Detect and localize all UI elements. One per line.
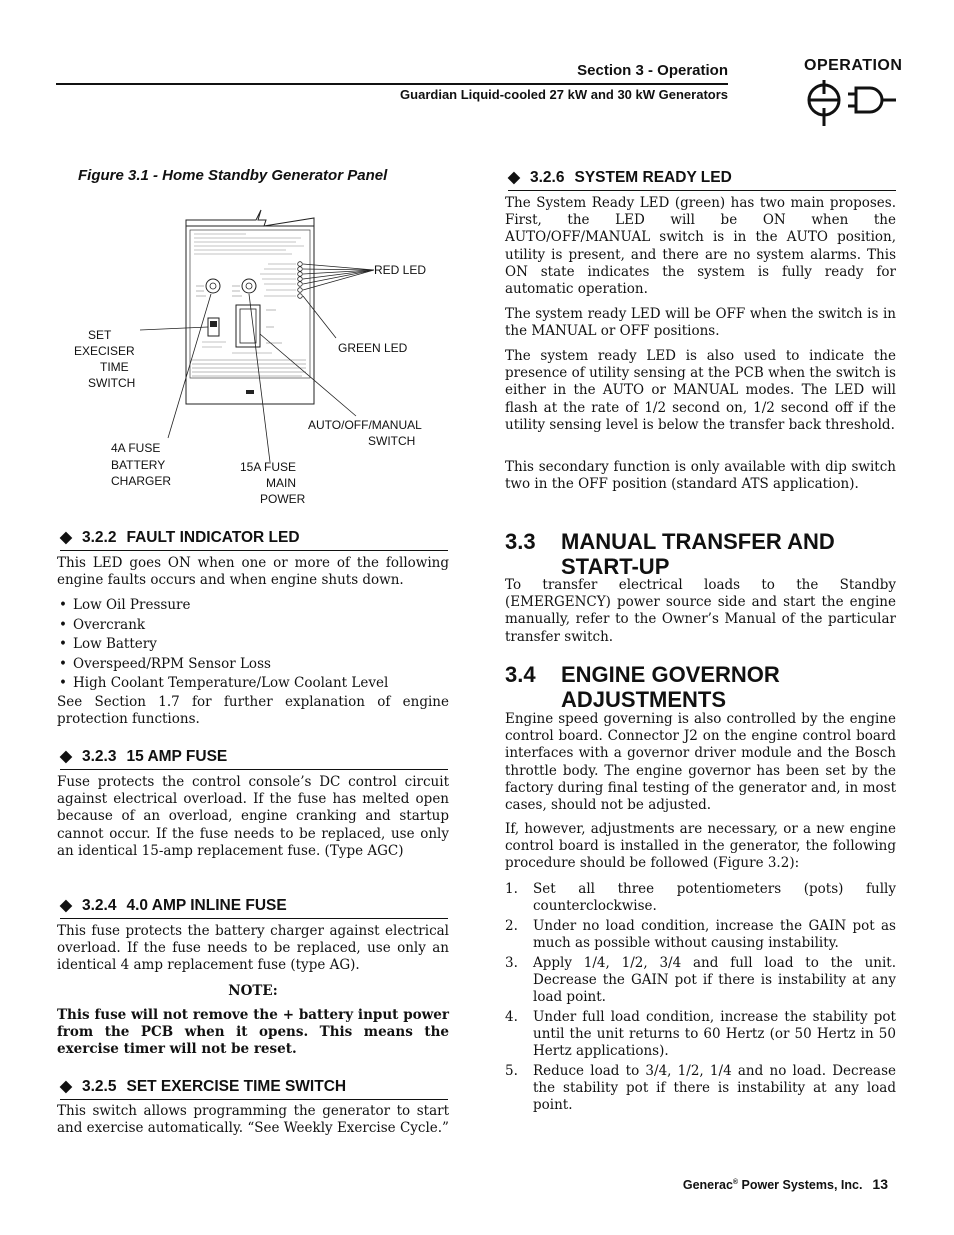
list-item: 2. Under no load condition, increase the GAIN pot as much as possible without causing instability. xyxy=(505,917,896,952)
exercise-switch-body: This switch allows programming the generator to start and exercise automatically. “See Weekly Exercise Cycle.” xyxy=(57,1103,449,1137)
governor-p1: Engine speed governing is also controlled by the engine control board. Connector J2 on the engine control board interfaces with a governor driver module and the Bosch throttle body. The engine governor has been set by the factory during final testing of the generator and, in most cases, should not be adjusted. xyxy=(505,711,896,814)
diamond-icon: ◆ xyxy=(60,529,72,546)
fuse-15a-body: Fuse protects the control console’s DC control circuit against electrical overload. If the fuse has melted open because of an overload, engine cranking and startup cannot occur. If the fuse needs to be replaced, use only an identical 15-amp replacement fuse. (Type AGC) xyxy=(57,774,449,859)
callout-15a-fuse: 15A FUSE MAIN POWER xyxy=(240,460,306,506)
system-ready-p4: This secondary function is only available with dip switch two in the OFF position (standard ATS application). xyxy=(505,459,896,493)
list-item: 1. Set all three potentiometers (pots) fully counterclockwise. xyxy=(505,881,896,915)
fault-led-intro: This LED goes ON when one or more of the following engine faults occurs and when engine shuts down. xyxy=(57,555,449,589)
governor-p2: If, however, adjustments are necessary, or a new engine control board is installed in the generator, the following procedure should be followed (Figure 3.2): xyxy=(505,821,896,872)
heading-3-4: 3.4 ENGINE GOVERNOR ADJUSTMENTS xyxy=(505,662,780,712)
callout-green-led: GREEN LED xyxy=(338,341,408,355)
operation-tab-label: OPERATION xyxy=(804,57,903,74)
page-footer: Generac® Power Systems, Inc. 13 xyxy=(682,1176,888,1192)
diamond-icon: ◆ xyxy=(60,1078,72,1095)
heading-3-2-2: ◆ 3.2.2 FAULT INDICATOR LED xyxy=(60,528,448,551)
page-number: 13 xyxy=(872,1176,888,1192)
list-item: • High Coolant Temperature/Low Coolant Level xyxy=(57,674,449,694)
callout-red-led: RED LED xyxy=(374,263,427,277)
list-item: • Low Oil Pressure xyxy=(57,596,449,616)
callout-auto-off-manual: AUTO/OFF/MANUAL SWITCH xyxy=(308,418,422,448)
note-label: NOTE: xyxy=(228,983,278,999)
header-rule xyxy=(56,83,728,85)
heading-3-2-4: ◆ 3.2.4 4.0 AMP INLINE FUSE xyxy=(60,896,448,919)
list-item: • Low Battery xyxy=(57,635,449,655)
fault-list xyxy=(57,596,449,694)
heading-3-2-5: ◆ 3.2.5 SET EXERCISE TIME SWITCH xyxy=(60,1077,448,1100)
note-body: This fuse will not remove the + battery input power from the PCB when it opens. This means the exercise timer will not be reset. xyxy=(57,1007,449,1058)
system-ready-p1: The System Ready LED (green) has two main proposes. First, the LED will be ON when the AUTO/OFF/MANUAL switch is in the AUTO position, utility is present, and there are no system alarms. This ON state indicates the system is fully ready for automatic operation. xyxy=(505,195,896,298)
list-item: 4. Under full load condition, increase the stability pot until the unit returns to 60 Hertz (or 50 Hertz in 50 Hertz applications). xyxy=(505,1008,896,1060)
callout-4a-fuse: 4A FUSE BATTERY CHARGER xyxy=(111,441,172,488)
list-item: • Overcrank xyxy=(57,616,449,636)
manual-transfer-body: To transfer electrical loads to the Standby (EMERGENCY) power source side and start the engine manually, refer to the Owner’s Manual of the particular transfer switch. xyxy=(505,577,896,645)
heading-3-3: 3.3 MANUAL TRANSFER AND START-UP xyxy=(505,529,835,579)
list-item: • Overspeed/RPM Sensor Loss xyxy=(57,655,449,675)
document-subtitle: Guardian Liquid-cooled 27 kW and 30 kW Generators xyxy=(400,87,728,102)
diamond-icon: ◆ xyxy=(60,897,72,914)
callout-set-exerciser: SET EXECISER TIME SWITCH xyxy=(74,328,136,390)
figure-caption: Figure 3.1 - Home Standby Generator Panel xyxy=(78,167,388,184)
plug-icon xyxy=(800,78,900,132)
list-item: 3. Apply 1/4, 1/2, 3/4 and full load to the unit. Decrease the GAIN pot if there is instability at any load point. xyxy=(505,954,896,1006)
heading-3-2-3: ◆ 3.2.3 15 AMP FUSE xyxy=(60,747,448,770)
diamond-icon: ◆ xyxy=(508,169,520,186)
section-heading: Section 3 - Operation xyxy=(577,62,728,79)
fault-led-outro: See Section 1.7 for further explanation of engine protection functions. xyxy=(57,694,449,728)
system-ready-p3: The system ready LED is also used to indicate the presence of utility sensing at the PCB when the switch is either in the AUTO or MANUAL modes. The LED will flash at the rate of 1/2 second on, 1/2 second off if the utility sensing level is below the transfer back threshold. xyxy=(505,348,896,433)
fuse-4a-body: This fuse protects the battery charger against electrical overload. If the fuse needs to be replaced, use only an identical 4 amp replacement fuse (type AG). xyxy=(57,923,449,974)
heading-3-2-6: ◆ 3.2.6 SYSTEM READY LED xyxy=(508,168,896,191)
governor-steps xyxy=(505,881,896,1117)
list-item: 5. Reduce load to 3/4, 1/2, 1/4 and no load. Decrease the stability pot if there is instability at any load point. xyxy=(505,1063,896,1114)
system-ready-p2: The system ready LED will be OFF when the switch is in the MANUAL or OFF positions. xyxy=(505,306,896,340)
diamond-icon: ◆ xyxy=(60,748,72,765)
